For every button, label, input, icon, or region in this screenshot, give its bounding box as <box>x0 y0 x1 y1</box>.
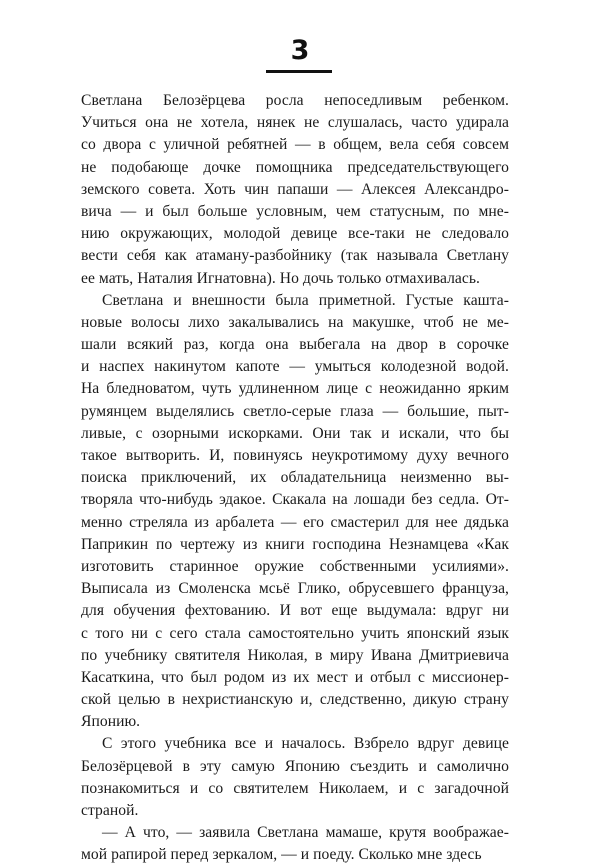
paragraph-2 <box>81 290 509 734</box>
paragraph-3 <box>81 733 509 822</box>
chapter-underline <box>266 70 332 73</box>
text-line: земского совета. Хоть чин папаши — Алексея Александро- <box>81 180 509 198</box>
text-line: такое вытворить. И, повинуясь неукротимому духу вечного <box>81 447 509 464</box>
text-line: румянцем выделялись светло-серые глаза — большие, пыт- <box>81 402 509 420</box>
text-line: для обучения фехтованию. И вот еще выдумала: вдруг ни <box>81 602 509 620</box>
text-line: ливые, с озорными искорками. Они так и искали, что бы <box>81 424 509 442</box>
text-line: Японию. <box>81 713 141 731</box>
chapter-number: 3 <box>290 35 310 66</box>
text-line: не подобающе дочке помощника председательствующего <box>81 158 509 176</box>
text-line: Выписала из Смоленска мсьё Глико, обрусевшего француза, <box>81 580 509 598</box>
text-line: нию окружающих, молодой девице все-таки не следовало <box>81 225 509 243</box>
body-text <box>81 90 509 867</box>
text-line: изготовить старинное оружие собственными усилиями». <box>81 557 509 575</box>
text-line: познакомиться и со святителем Николаем, и с загадочной <box>81 779 509 797</box>
text-line: новые волосы лихо закалывались на макушке, чтоб не ме- <box>81 313 509 331</box>
text-line: Светлана Белозёрцева росла непоседливым ребенком. <box>81 92 509 109</box>
text-line: поиска приключений, их обладательница неизменно вы- <box>81 469 509 487</box>
text-line: страной. <box>81 802 139 819</box>
text-line: ее мать, Наталия Игнатовна). Но дочь только отмахивалась. <box>81 269 480 287</box>
text-line: — А что, — заявила Светлана мамаше, крутя воображае- <box>102 824 509 842</box>
text-line: вича — и был больше условным, чем статусным, по мне- <box>81 202 509 220</box>
paragraph-4 <box>81 822 509 866</box>
text-line: со двора с уличной ребятней — в общем, вела себя совсем <box>81 136 509 154</box>
text-line: На бледноватом, чуть удлиненном лице с неожиданно ярким <box>81 380 509 398</box>
text-line: ской целью в нехристианскую и, следственно, дикую страну <box>81 691 509 709</box>
text-line: С этого учебника все и началось. Взбрело вдруг девице <box>102 735 509 753</box>
text-line: с того ни с сего стала самостоятельно учить японский язык <box>81 624 509 642</box>
text-line: Паприкин по чертежу из книги господина Незнамцева «Как <box>81 535 509 553</box>
text-line: Касаткина, что был родом из их мест и отбыл с миссионер- <box>81 668 509 686</box>
text-line: по учебнику святителя Николая, в миру Ивана Дмитриевича <box>81 646 509 664</box>
paragraph-1 <box>81 90 509 290</box>
text-line: менно стреляла из арбалета — его смастерил для нее дядька <box>81 513 509 531</box>
text-line: мой рапирой перед зеркалом, — и поеду. Сколько мне здесь <box>81 846 482 864</box>
text-line: вести себя как атаману-разбойнику (так называла Светлану <box>81 247 509 265</box>
text-line: Белозёрцевой в эту самую Японию съездить и самолично <box>81 757 509 775</box>
text-line: шали всякий раз, когда она выбегала на двор в сорочке <box>81 336 509 354</box>
text-line: Учиться она не хотела, нянек не слушалась, часто удирала <box>81 114 509 132</box>
text-line: творяла что-нибудь эдакое. Скакала на лошади без седла. От- <box>81 491 509 509</box>
text-line: и наспех накинутом капоте — умыться колодезной водой. <box>81 358 509 376</box>
text-line: Светлана и внешности была приметной. Густые кашта- <box>102 291 509 309</box>
